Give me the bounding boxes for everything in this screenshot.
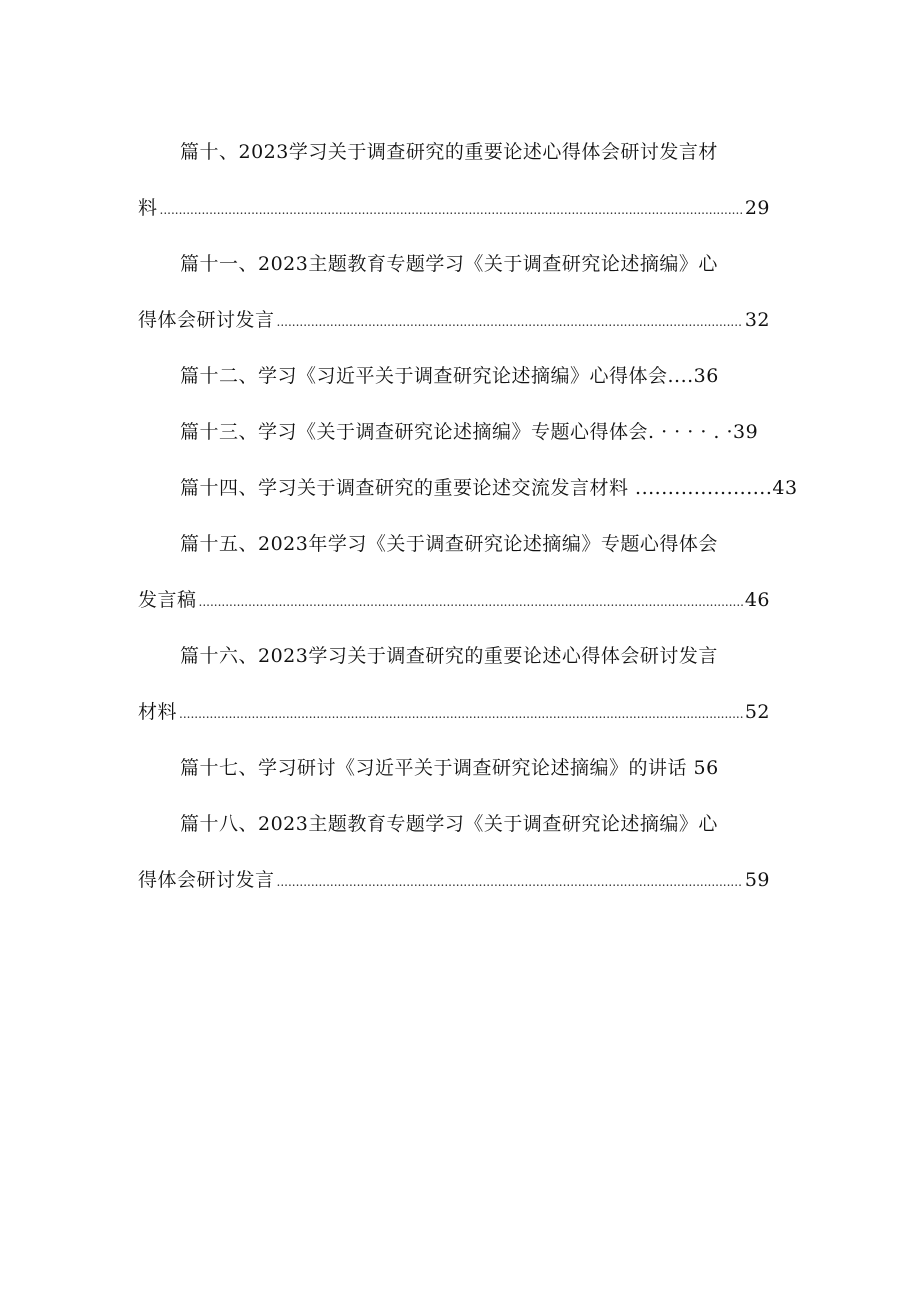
toc-entry-15-page: 46 [744, 589, 770, 611]
toc-entry-18-title[interactable]: 篇十八、2023主题教育专题学习《关于调查研究论述摘编》心 [180, 813, 718, 835]
toc-entry-10-page: 29 [744, 197, 770, 219]
toc-entry-16-title[interactable]: 篇十六、2023学习关于调查研究的重要论述心得体会研讨发言 [180, 645, 718, 667]
toc-entry-18-page: 59 [744, 869, 770, 891]
dot-leader [277, 309, 743, 335]
toc-entry-15-continuation[interactable] [138, 587, 770, 615]
toc-entry-11-title-end: 得体会研讨发言 [138, 309, 275, 331]
toc-entry-10-title[interactable]: 篇十、2023学习关于调查研究的重要论述心得体会研讨发言材 [180, 141, 718, 163]
toc-entry-16-page: 52 [744, 701, 770, 723]
toc-entry-15-title[interactable]: 篇十五、2023年学习《关于调查研究论述摘编》专题心得体会 [180, 533, 718, 555]
toc-entry-11-continuation[interactable] [138, 307, 770, 335]
toc-entry-15-title-end: 发言稿 [138, 589, 197, 611]
dot-leader [277, 869, 743, 895]
dot-leader [179, 701, 743, 727]
toc-entry-14[interactable]: 篇十四、学习关于调查研究的重要论述交流发言材料 .....................43 [180, 477, 798, 499]
toc-entry-13[interactable]: 篇十三、学习《关于调查研究论述摘编》专题心得体会. · · · · . ·39 [180, 421, 759, 443]
toc-entry-11-page: 32 [744, 309, 770, 331]
toc-entry-12[interactable]: 篇十二、学习《习近平关于调查研究论述摘编》心得体会....36 [180, 365, 719, 387]
toc-entry-11-title[interactable]: 篇十一、2023主题教育专题学习《关于调查研究论述摘编》心 [180, 253, 718, 275]
dot-leader [160, 197, 743, 223]
toc-entry-18-title-end: 得体会研讨发言 [138, 869, 275, 891]
toc-entry-16-title-end: 材料 [138, 701, 178, 723]
dot-leader [199, 589, 743, 615]
toc-entry-10-continuation[interactable] [138, 195, 770, 223]
toc-entry-16-continuation[interactable] [138, 699, 770, 727]
toc-entry-17[interactable]: 篇十七、学习研讨《习近平关于调查研究论述摘编》的讲话 56 [180, 757, 719, 779]
toc-entry-18-continuation[interactable] [138, 867, 770, 895]
toc-entry-10-title-end: 料 [138, 197, 158, 219]
